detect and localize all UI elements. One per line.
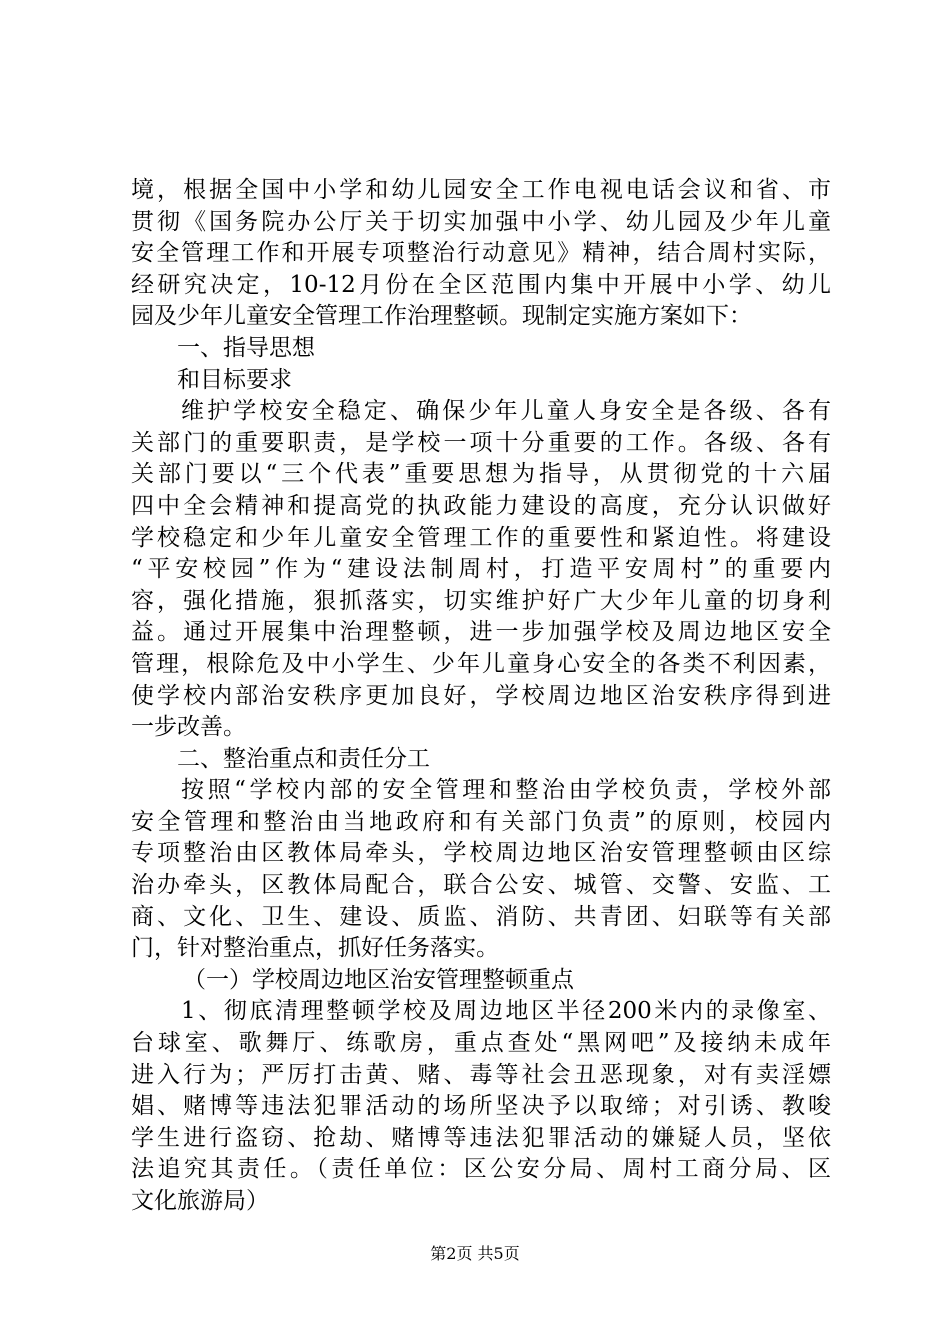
text-line: 1、彻底清理整顿学校及周边地区半径200米内的录像室、 <box>181 998 831 1025</box>
text-line: “平安校园”作为“建设法制周村，打造平安周村”的重要内 <box>131 556 831 583</box>
text-line: 使学校内部治安秩序更加良好，学校周边地区治安秩序得到进 <box>131 682 831 709</box>
text-line: 台球室、歌舞厅、练歌房，重点查处“黑网吧”及接纳未成年 <box>131 1030 831 1057</box>
text-line: 境，根据全国中小学和幼儿园安全工作电视电话会议和省、市 <box>131 177 831 203</box>
text-line: 园及少年儿童安全管理工作治理整顿。现制定实施方案如下： <box>131 303 752 330</box>
section-heading: 一、指导思想 <box>177 334 315 361</box>
text-line: 商、文化、卫生、建设、质监、消防、共青团、妇联等有关部 <box>131 903 831 930</box>
text-line: 容，强化措施，狠抓落实，切实维护好广大少年儿童的切身利 <box>131 587 831 614</box>
text-line: 法追究其责任。（责任单位：区公安分局、周村工商分局、区 <box>131 1156 831 1183</box>
text-line: 学生进行盗窃、抢劫、赌博等违法犯罪活动的嫌疑人员，坚依 <box>131 1124 831 1151</box>
text-line: 贯彻《国务院办公厅关于切实加强中小学、幼儿园及少年儿童 <box>131 208 831 235</box>
text-line: 学校稳定和少年儿童安全管理工作的重要性和紧迫性。将建设 <box>131 524 831 551</box>
document-body <box>131 175 831 1218</box>
text-line: 益。通过开展集中治理整顿，进一步加强学校及周边地区安全 <box>131 619 831 646</box>
text-line: 四中全会精神和提高党的执政能力建设的高度，充分认识做好 <box>131 492 831 519</box>
text-line: 维护学校安全稳定、确保少年儿童人身安全是各级、各有 <box>181 398 831 425</box>
text-line: 经研究决定，10-12月份在全区范围内集中开展中小学、幼儿 <box>131 271 831 298</box>
text-line: 文化旅游局） <box>131 1188 269 1214</box>
text-line: 按照“学校内部的安全管理和整治由学校负责，学校外部 <box>181 777 831 804</box>
text-line: 管理，根除危及中小学生、少年儿童身心安全的各类不利因素， <box>131 650 831 677</box>
text-line: 门，针对整治重点，抓好任务落实。 <box>131 935 499 962</box>
section-heading: 二、整治重点和责任分工 <box>177 745 430 772</box>
text-line: 治办牵头，区教体局配合，联合公安、城管、交警、安监、工 <box>131 872 831 899</box>
text-line: 关部门要以“三个代表”重要思想为指导，从贯彻党的十六届 <box>131 461 831 488</box>
subsection-heading: （一）学校周边地区治安管理整顿重点 <box>183 966 574 993</box>
text-line: 安全管理工作和开展专项整治行动意见》精神，结合周村实际， <box>131 240 831 267</box>
text-line: 安全管理和整治由当地政府和有关部门负责”的原则，校园内 <box>131 808 831 835</box>
text-line: 专项整治由区教体局牵头，学校周边地区治安管理整顿由区综 <box>131 840 831 867</box>
text-line: 一步改善。 <box>131 714 246 741</box>
page-footer: 第2页 共5页 <box>430 1244 520 1263</box>
text-line: 娼、赌博等违法犯罪活动的场所坚决予以取缔；对引诱、教唆 <box>131 1093 831 1120</box>
text-line: 关部门的重要职责，是学校一项十分重要的工作。各级、各有 <box>131 429 831 456</box>
section-heading-continued: 和目标要求 <box>177 366 292 393</box>
text-line: 进入行为；严厉打击黄、赌、毒等社会丑恶现象，对有卖淫嫖 <box>131 1061 831 1088</box>
